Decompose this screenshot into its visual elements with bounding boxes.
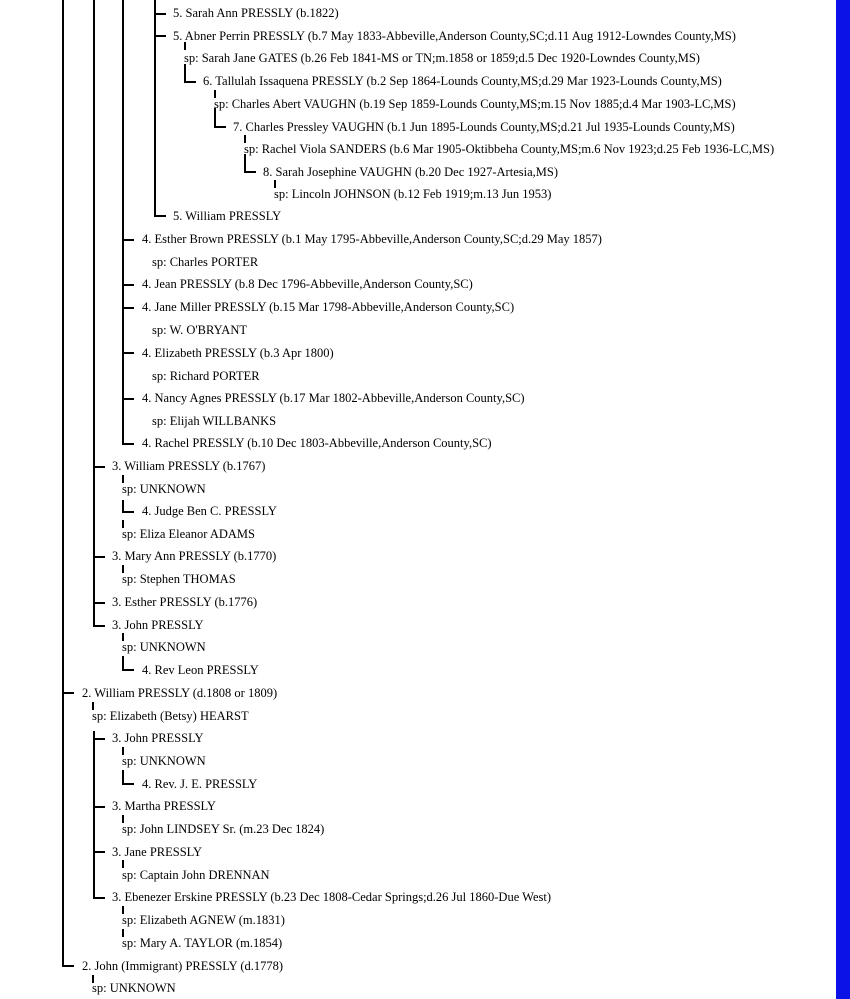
tree-line <box>154 0 156 216</box>
tree-branch <box>244 171 256 173</box>
person-entry: 8. Sarah Josephine VAUGHN (b.20 Dec 1927-Artesia,MS) <box>263 165 558 179</box>
person-entry: 2. William PRESSLY (d.1808 or 1809) <box>82 686 278 700</box>
spouse-entry: sp: Stephen THOMAS <box>122 572 236 586</box>
person-entry: 6. Tallulah Issaquena PRESSLY (b.2 Sep 1864-Lounds County,MS;d.29 Mar 1923-Lounds County,MS) <box>203 74 722 88</box>
spouse-entry: sp: UNKNOWN <box>122 754 206 768</box>
tree-branch <box>93 556 105 558</box>
person-entry: 3. William PRESSLY (b.1767) <box>112 459 266 473</box>
tree-line <box>122 656 124 670</box>
spouse-entry: sp: Mary A. TAYLOR (m.1854) <box>122 936 283 950</box>
tree-branch <box>93 897 105 899</box>
spouse-entry: sp: UNKNOWN <box>92 981 176 995</box>
person-entry: 3. John PRESSLY <box>112 618 204 632</box>
person-entry: 3. Martha PRESSLY <box>112 799 216 813</box>
tree-branch <box>122 783 134 785</box>
page-frame <box>836 0 850 999</box>
tree-branch <box>93 738 105 740</box>
tree-branch <box>122 511 134 513</box>
spouse-entry: sp: Rachel Viola SANDERS (b.6 Mar 1905-Oktibbeha County,MS;m.6 Nov 1923;d.25 Feb 1936-LC,MS) <box>244 142 775 156</box>
tree-line <box>122 770 124 784</box>
spouse-entry: sp: Elijah WILLBANKS <box>152 414 277 428</box>
tree-branch <box>122 669 134 671</box>
person-entry: 4. Rev Leon PRESSLY <box>142 663 259 677</box>
person-entry: 4. Nancy Agnes PRESSLY (b.17 Mar 1802-Abbeville,Anderson County,SC) <box>142 391 525 405</box>
tree-branch <box>122 398 134 400</box>
person-entry: 3. Esther PRESSLY (b.1776) <box>112 595 258 609</box>
tree-branch <box>154 35 166 37</box>
tree-branch <box>93 602 105 604</box>
spouse-entry: sp: John LINDSEY Sr. (m.23 Dec 1824) <box>122 822 325 836</box>
person-entry: 5. Sarah Ann PRESSLY (b.1822) <box>173 6 339 20</box>
tree-branch <box>184 81 196 83</box>
spouse-entry: sp: Eliza Eleanor ADAMS <box>122 527 255 541</box>
spouse-entry: sp: Charles Abert VAUGHN (b.19 Sep 1859-Lounds County,MS;m.15 Nov 1885;d.4 Mar 1903-LC,MS) <box>214 97 736 111</box>
tree-branch <box>93 625 105 627</box>
spouse-entry: sp: Elizabeth AGNEW (m.1831) <box>122 913 285 927</box>
person-entry: 4. Jean PRESSLY (b.8 Dec 1796-Abbeville,Anderson County,SC) <box>142 277 473 291</box>
tree-branch <box>214 126 226 128</box>
person-entry: 3. Mary Ann PRESSLY (b.1770) <box>112 549 277 563</box>
spouse-entry: sp: UNKNOWN <box>122 482 206 496</box>
spouse-entry: sp: Elizabeth (Betsy) HEARST <box>92 709 249 723</box>
tree-line <box>93 0 95 626</box>
person-entry: 4. Rev. J. E. PRESSLY <box>142 777 258 791</box>
spouse-entry: sp: UNKNOWN <box>122 640 206 654</box>
tree-branch <box>62 965 74 967</box>
person-entry: 2. John (Immigrant) PRESSLY (d.1778) <box>82 959 284 973</box>
tree-branch <box>154 13 166 15</box>
tree-branch <box>122 284 134 286</box>
person-entry: 5. William PRESSLY <box>173 209 282 223</box>
tree-line <box>62 0 64 966</box>
spouse-entry: sp: Charles PORTER <box>152 255 259 269</box>
tree-branch <box>122 352 134 354</box>
tree-branch <box>93 851 105 853</box>
person-entry: 4. Esther Brown PRESSLY (b.1 May 1795-Abbeville,Anderson County,SC;d.29 May 1857) <box>142 232 602 246</box>
person-entry: 3. John PRESSLY <box>112 731 204 745</box>
person-entry: 3. Ebenezer Erskine PRESSLY (b.23 Dec 1808-Cedar Springs;d.26 Jul 1860-Due West) <box>112 890 551 904</box>
person-entry: 7. Charles Pressley VAUGHN (b.1 Jun 1895-Lounds County,MS;d.21 Jul 1935-Lounds County,MS) <box>233 120 735 134</box>
person-entry: 3. Jane PRESSLY <box>112 845 203 859</box>
tree-branch <box>122 443 134 445</box>
tree-branch <box>93 806 105 808</box>
spouse-entry: sp: Richard PORTER <box>152 369 260 383</box>
tree-branch <box>154 215 166 217</box>
spouse-entry: sp: Captain John DRENNAN <box>122 868 270 882</box>
tree-branch <box>122 239 134 241</box>
spouse-entry: sp: Sarah Jane GATES (b.26 Feb 1841-MS or TN;m.1858 or 1859;d.5 Dec 1920-Lowndes County,MS) <box>184 51 700 65</box>
person-entry: 5. Abner Perrin PRESSLY (b.7 May 1833-Abbeville,Anderson County,SC;d.11 Aug 1912-Lowndes County,MS) <box>173 29 736 43</box>
tree-line <box>122 0 124 444</box>
tree-branch <box>122 307 134 309</box>
tree-line <box>93 731 95 898</box>
spouse-entry: sp: W. O'BRYANT <box>152 323 247 337</box>
tree-branch <box>93 466 105 468</box>
person-entry: 4. Jane Miller PRESSLY (b.15 Mar 1798-Abbeville,Anderson County,SC) <box>142 300 515 314</box>
person-entry: 4. Elizabeth PRESSLY (b.3 Apr 1800) <box>142 346 334 360</box>
person-entry: 4. Rachel PRESSLY (b.10 Dec 1803-Abbeville,Anderson County,SC) <box>142 436 492 450</box>
person-entry: 4. Judge Ben C. PRESSLY <box>142 504 277 518</box>
spouse-entry: sp: Lincoln JOHNSON (b.12 Feb 1919;m.13 Jun 1953) <box>274 187 552 201</box>
tree-branch <box>62 692 74 694</box>
